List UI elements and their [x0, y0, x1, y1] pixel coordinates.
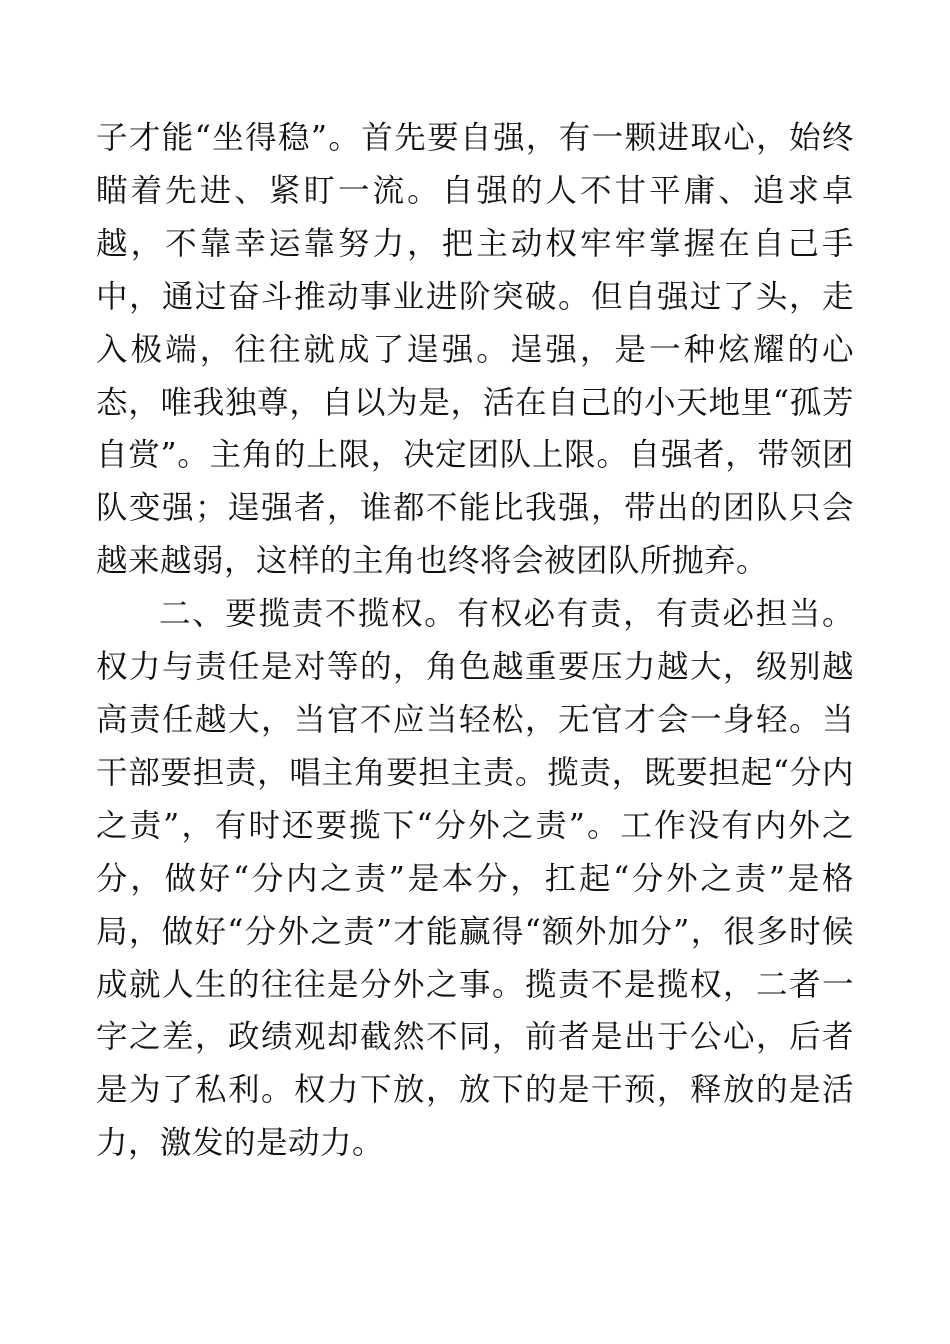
document-body [96, 112, 854, 1170]
paragraph-2: 二、要揽责不揽权。有权必有责，有责必担当。权力与责任是对等的，角色越重要压力越大，级别越高责任越大，当官不应当轻松，无官才会一身轻。当干部要担责，唱主角要担主责。揽责，既要担起“分内之责”，有时还要揽下“分外之责”。工作没有内外之分，做好“分内之责”是本分，扛起“分外之责”是格局，做好“分外之责”才能赢得“额外加分”，很多时候成就人生的往往是分外之事。揽责不是揽权，二者一字之差，政绩观却截然不同，前者是出于公心，后者是为了私利。权力下放，放下的是干预，释放的是活力，激发的是动力。 [96, 596, 854, 1162]
paragraph-1: 子才能“坐得稳”。首先要自强，有一颗进取心，始终瞄着先进、紧盯一流。自强的人不甘平庸、追求卓越，不靠幸运靠努力，把主动权牢牢掌握在自己手中，通过奋斗推动事业进阶突破。但自强过了头，走入极端，往往就成了逞强。逞强，是一种炫耀的心态，唯我独尊，自以为是，活在自己的小天地里“孤芳自赏”。主角的上限，决定团队上限。自强者，带领团队变强；逞强者，谁都不能比我强，带出的团队只会越来越弱，这样的主角也终将会被团队所抛弃。 [96, 120, 854, 580]
